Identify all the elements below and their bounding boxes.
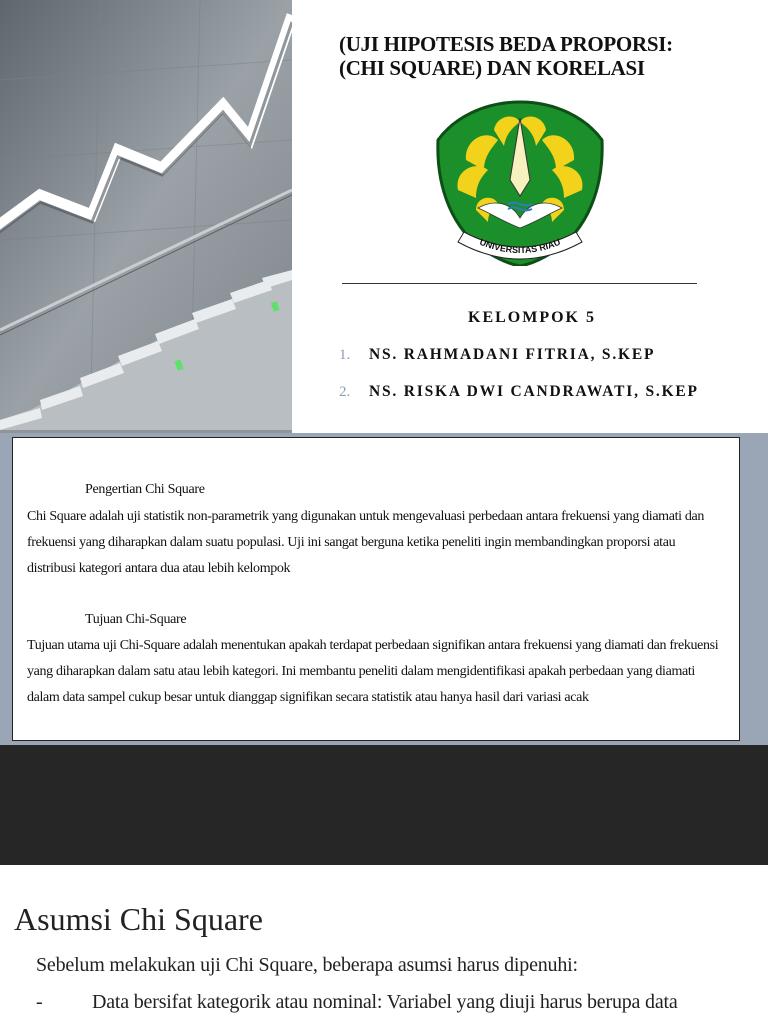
paragraph-line: frekuensi yang diharapkan dalam suatu populasi. Uji ini sangat berguna ketika peneliti ingin membandingkan proporsi atau	[27, 535, 676, 550]
title-divider	[342, 283, 697, 284]
paragraph-line: Chi Square adalah uji statistik non-parametrik yang digunakan untuk mengevaluasi perbedaan antara frekuensi yang diamati dan	[27, 509, 704, 524]
paragraph-line: Tujuan utama uji Chi-Square adalah menentukan apakah terdapat perbedaan signifikan antara frekuensi yang diamati dan frekuensi	[27, 638, 719, 653]
member-list	[339, 346, 759, 420]
assumption-slide	[0, 865, 768, 1024]
presentation-title	[339, 32, 749, 80]
member-name: NS. RAHMADANI FITRIA, S.KEP	[369, 346, 656, 363]
list-item	[339, 383, 759, 420]
slide-title: Asumsi Chi Square	[14, 901, 263, 937]
logo-text: UNIVERSITAS RIAU	[478, 236, 562, 256]
intro-text: Sebelum melakukan uji Chi Square, beberapa asumsi harus dipenuhi:	[36, 954, 578, 976]
paragraph-line: dalam data sampel cukup besar untuk dianggap signifikan secara statistik atau hanya hasil dari variasi acak	[27, 690, 589, 705]
stairs-arrow-image	[0, 0, 292, 433]
universitas-riau-logo	[436, 100, 604, 266]
section-heading-tujuan: Tujuan Chi-Square	[85, 612, 187, 627]
definition-slide	[0, 433, 768, 745]
group-label: KELOMPOK 5	[468, 309, 596, 326]
paragraph-tujuan	[27, 633, 739, 711]
bullet-text: Data bersifat kategorik atau nominal: Variabel yang diuji harus berupa data	[92, 991, 678, 1013]
paragraph-pengertian	[27, 504, 739, 582]
member-number: 1.	[339, 347, 351, 363]
title-line-1: (UJI HIPOTESIS BEDA PROPORSI:	[339, 32, 673, 56]
member-number: 2.	[339, 384, 351, 400]
slide-separator	[0, 745, 768, 865]
section-heading-pengertian: Pengertian Chi Square	[85, 482, 205, 497]
member-name: NS. RISKA DWI CANDRAWATI, S.KEP	[369, 383, 699, 400]
bullet-marker: -	[36, 991, 43, 1013]
paragraph-line: yang diharapkan dalam satu atau lebih kategori. Ini membantu peneliti dalam mengidentifikasi apakah perbedaan yang diamati	[27, 664, 695, 679]
definition-text-box	[12, 437, 740, 741]
list-item	[339, 346, 759, 383]
paragraph-line: distribusi kategori antara dua atau lebih kelompok	[27, 561, 291, 576]
title-line-2: (CHI SQUARE) DAN KORELASI	[339, 56, 645, 80]
bullet-item	[36, 991, 678, 1014]
title-slide	[0, 0, 768, 433]
